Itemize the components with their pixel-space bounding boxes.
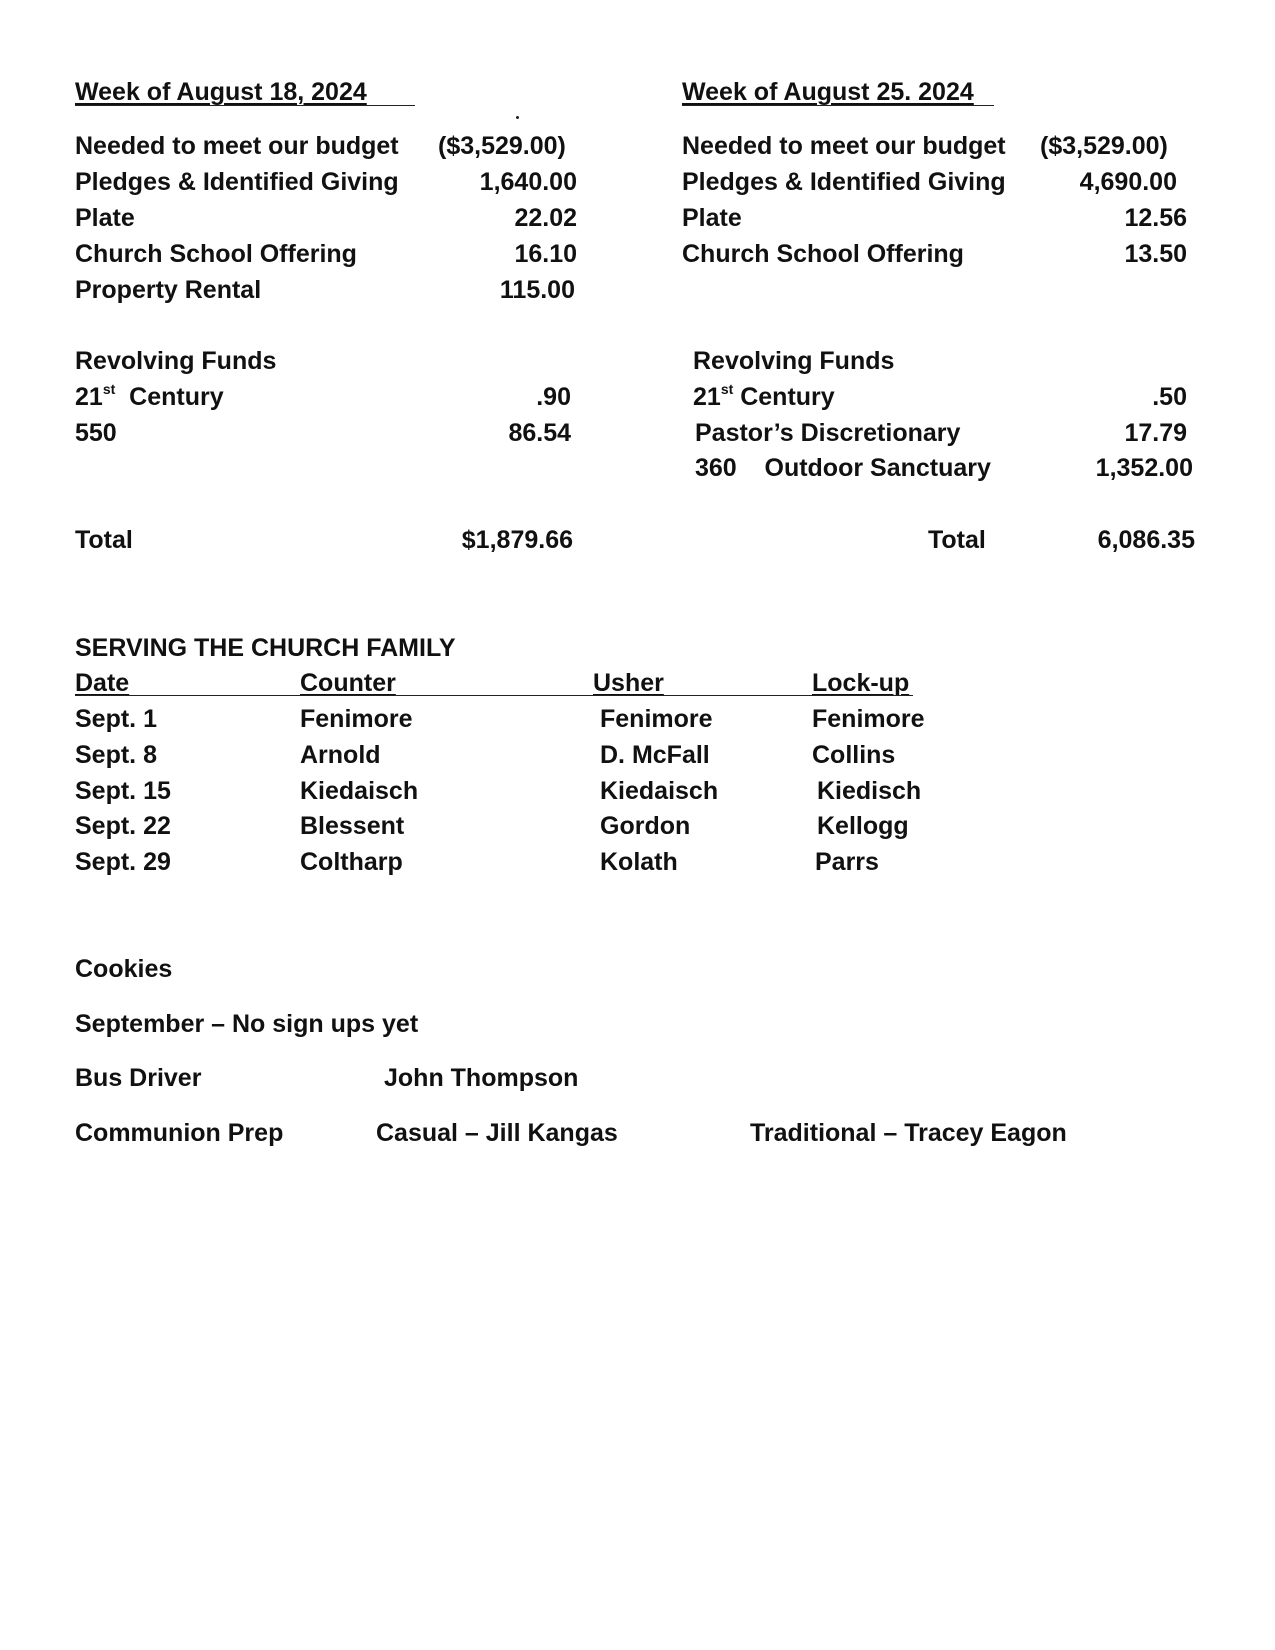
week2-school-value: 13.50 [1124,240,1187,268]
week2-pledges-label: Pledges & Identified Giving [682,168,1006,196]
week2-outdoor-value: 1,352.00 [1095,454,1193,482]
serving-row1-lockup: Fenimore [812,705,925,733]
week1-century-num: 21 [75,383,103,411]
week1-total-value: $1,879.66 [461,526,573,554]
stray-dot [516,116,519,119]
serving-header-usher: Usher [593,669,664,697]
serving-row3-counter: Kiedaisch [300,777,419,805]
serving-row3-date: Sept. 15 [75,777,171,805]
cookies-title: Cookies [75,955,173,983]
week1-century-rest: Century [129,383,224,411]
serving-header-rule [75,695,913,696]
week1-pledges-label: Pledges & Identified Giving [75,168,399,196]
serving-row1-counter: Fenimore [300,705,413,733]
week2-plate-value: 12.56 [1124,204,1187,232]
serving-header-counter: Counter [300,669,396,697]
week1-century-sup: st [102,380,116,397]
week1-century-value: .90 [536,383,571,411]
serving-row2-lockup: Collins [812,741,896,769]
serving-row2-date: Sept. 8 [75,741,157,769]
week1-budget-label: Needed to meet our budget [75,132,399,160]
communion-casual: Casual – Jill Kangas [376,1119,618,1147]
week2-century-value: .50 [1152,383,1187,411]
week2-century-rest: Century [740,383,835,411]
week2-budget-value: ($3,529.00) [1040,132,1168,160]
week2-outdoor-label: 360 Outdoor Sanctuary [695,454,991,482]
week1-rental-value: 115.00 [499,276,575,304]
communion-traditional: Traditional – Tracey Eagon [750,1119,1067,1147]
week2-plate-label: Plate [682,204,742,232]
week1-plate-label: Plate [75,204,135,232]
week2-total-value: 6,086.35 [1097,526,1195,554]
week2-budget-label: Needed to meet our budget [682,132,1006,160]
serving-row4-usher: Gordon [600,812,691,840]
week1-pledges-value: 1,640.00 [479,168,577,196]
serving-header-lockup: Lock-up [812,669,910,697]
bus-driver-name: John Thompson [384,1064,579,1092]
week2-total-label: Total [928,526,986,554]
serving-row4-lockup: Kellogg [817,812,909,840]
week1-budget-value: ($3,529.00) [438,132,566,160]
week2-century-label [693,380,835,411]
serving-row1-date: Sept. 1 [75,705,157,733]
week2-century-sup: st [720,380,734,397]
serving-row2-usher: D. McFall [600,741,710,769]
serving-row5-counter: Coltharp [300,848,403,876]
serving-row3-lockup: Kiedisch [817,777,922,805]
week1-century-label [75,380,224,411]
week1-total-label: Total [75,526,133,554]
week2-pastor-value: 17.79 [1124,419,1187,447]
week1-heading-rule [75,105,415,106]
cookies-september: September – No sign ups yet [75,1010,419,1038]
week1-school-value: 16.10 [514,240,577,268]
serving-row3-usher: Kiedaisch [600,777,719,805]
serving-row4-date: Sept. 22 [75,812,171,840]
serving-row5-lockup: Parrs [815,848,879,876]
serving-row4-counter: Blessent [300,812,405,840]
week1-school-label: Church School Offering [75,240,357,268]
bus-driver-label: Bus Driver [75,1064,202,1092]
week2-pledges-value: 4,690.00 [1079,168,1177,196]
week2-heading-rule [682,105,994,106]
week1-revolving-title: Revolving Funds [75,347,277,375]
serving-title: SERVING THE CHURCH FAMILY [75,634,456,662]
week2-century-num: 21 [693,383,721,411]
week2-heading: Week of August 25. 2024 [682,78,974,106]
week2-revolving-title: Revolving Funds [693,347,895,375]
week1-550-value: 86.54 [508,419,571,447]
serving-row5-usher: Kolath [600,848,678,876]
week2-pastor-label: Pastor’s Discretionary [695,419,961,447]
serving-row5-date: Sept. 29 [75,848,171,876]
communion-label: Communion Prep [75,1119,284,1147]
week2-school-label: Church School Offering [682,240,964,268]
week1-550-label: 550 [75,419,117,447]
week1-rental-label: Property Rental [75,276,262,304]
week1-plate-value: 22.02 [514,204,577,232]
serving-row1-usher: Fenimore [600,705,713,733]
week1-heading: Week of August 18, 2024 [75,78,367,106]
serving-header-date: Date [75,669,130,697]
serving-row2-counter: Arnold [300,741,381,769]
